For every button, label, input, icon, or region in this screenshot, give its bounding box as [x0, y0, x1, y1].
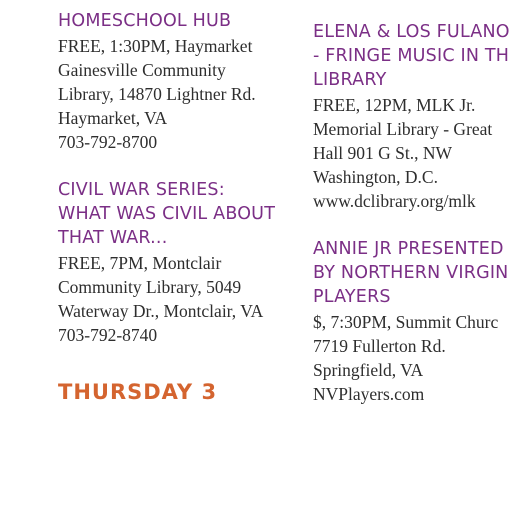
event-title-line: PLAYERS: [313, 287, 391, 307]
event-detail-line: Gainesville Community: [58, 60, 226, 80]
event-detail-line: 703-792-8700: [58, 132, 158, 152]
event-detail-line: $, 7:30PM, Summit Churc: [313, 312, 499, 332]
event-title-line: LIBRARY: [313, 70, 387, 90]
event-title: [58, 9, 256, 33]
event-details: [313, 93, 510, 213]
event-title-line: BY NORTHERN VIRGIN: [313, 263, 509, 283]
event-title-line: HOMESCHOOL HUB: [58, 11, 232, 31]
event-details: [313, 310, 508, 406]
event-homeschool-hub: [58, 9, 256, 154]
event-detail-line: NVPlayers.com: [313, 384, 425, 404]
event-title: [58, 178, 275, 250]
event-title-line: WHAT WAS CIVIL ABOUT: [58, 204, 276, 224]
event-detail-line: Waterway Dr., Montclair, VA: [58, 301, 264, 321]
event-detail-line: Washington, D.C.: [313, 167, 438, 187]
event-detail-line: Hall 901 G St., NW: [313, 143, 453, 163]
event-detail-line: FREE, 7PM, Montclair: [58, 253, 222, 273]
event-detail-line: Springfield, VA: [313, 360, 424, 380]
event-detail-line: Haymarket, VA: [58, 108, 168, 128]
event-title-line: ANNIE JR PRESENTED: [313, 239, 504, 259]
event-title-line: THAT WAR...: [58, 228, 168, 248]
event-detail-line: FREE, 12PM, MLK Jr.: [313, 95, 476, 115]
event-title-line: CIVIL WAR SERIES:: [58, 180, 225, 200]
event-title-line: ELENA & LOS FULANO: [313, 22, 510, 42]
event-details: [58, 251, 275, 347]
event-annie-jr: [313, 237, 508, 406]
event-civil-war-series: [58, 178, 275, 347]
event-title: [313, 237, 508, 309]
event-detail-line: 703-792-8740: [58, 325, 158, 345]
event-details: [58, 34, 256, 154]
day-heading: THURSDAY 3: [58, 380, 218, 404]
event-title: [313, 20, 510, 92]
event-detail-line: Memorial Library - Great: [313, 119, 493, 139]
event-detail-line: FREE, 1:30PM, Haymarket: [58, 36, 253, 56]
event-detail-line: Community Library, 5049: [58, 277, 242, 297]
event-detail-line: www.dclibrary.org/mlk: [313, 191, 476, 211]
event-elena-los-fulanos: [313, 20, 510, 213]
event-detail-line: 7719 Fullerton Rd.: [313, 336, 446, 356]
event-detail-line: Library, 14870 Lightner Rd.: [58, 84, 256, 104]
event-title-line: - FRINGE MUSIC IN TH: [313, 46, 510, 66]
